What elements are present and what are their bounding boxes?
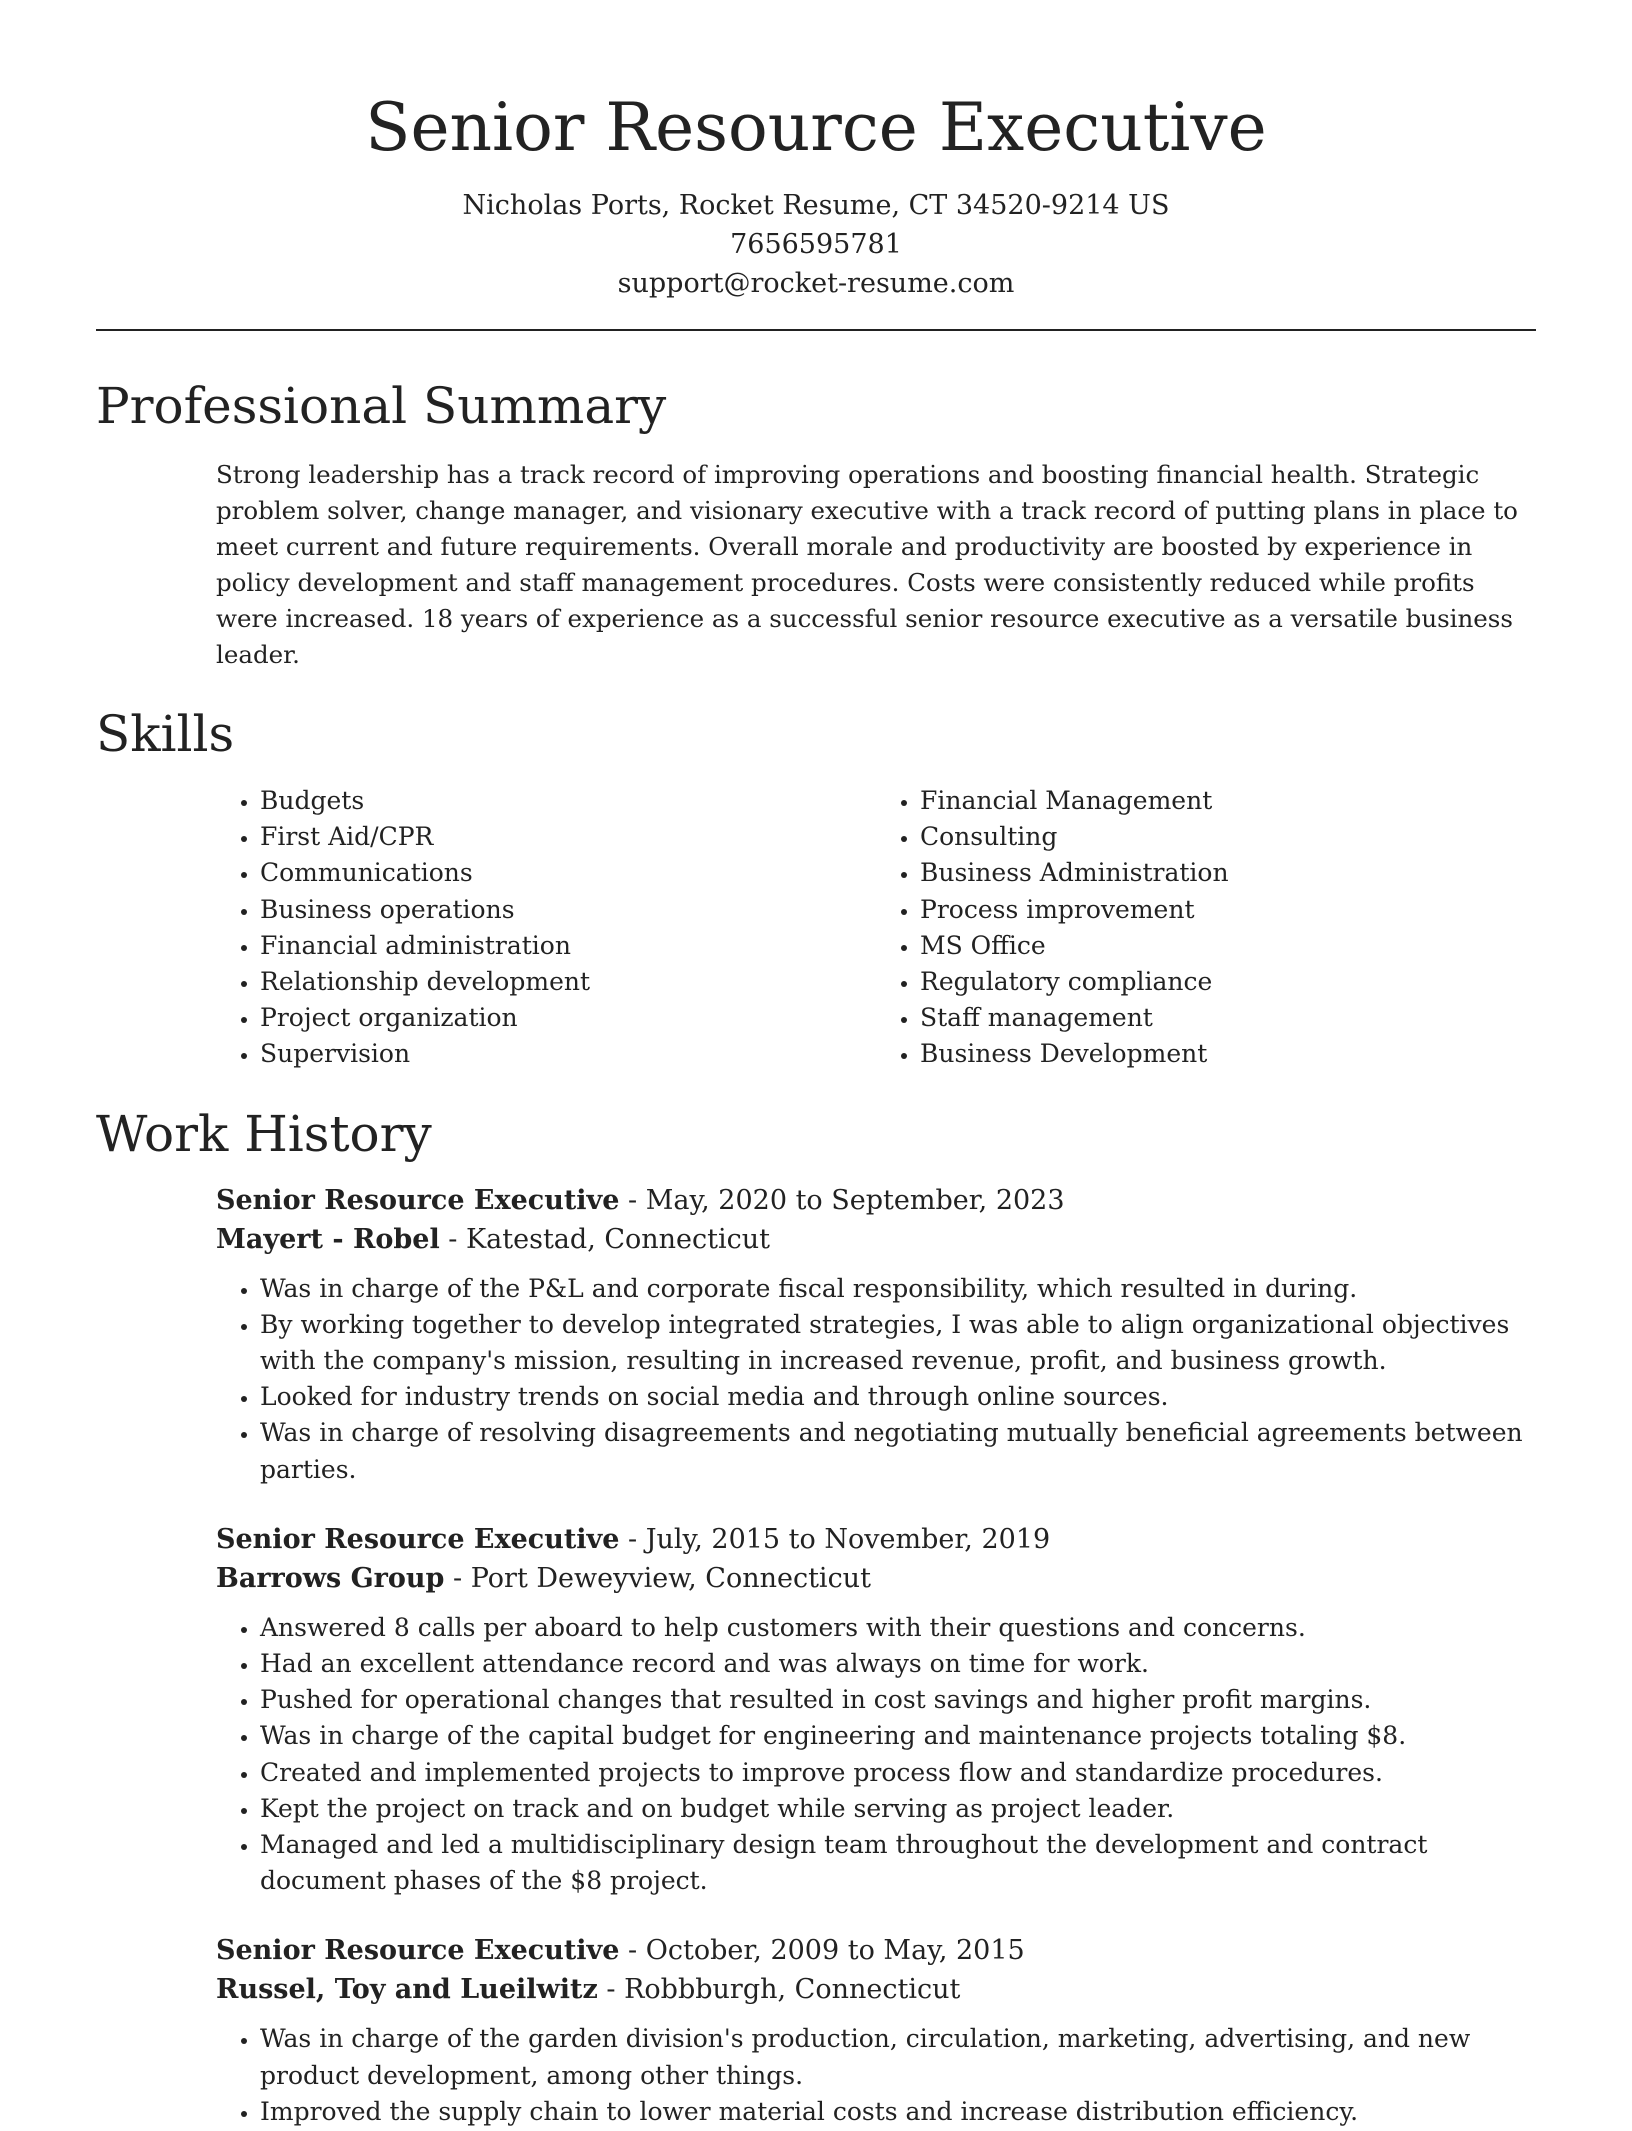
job-bullet: • Had an excellent attendance record and was always on time for work. xyxy=(260,1646,1536,1682)
job-dates: - October, 2009 to May, 2015 xyxy=(619,1935,1025,1967)
job-bullet: • Kept the project on track and on budget while serving as project leader. xyxy=(260,1791,1536,1827)
skill-item: • Financial Management xyxy=(920,783,1536,819)
job-company: Barrows Group xyxy=(216,1562,445,1594)
summary-text: Strong leadership has a track record of improving operations and boosting financial health. Strategic problem solver, change manager, and visionary executive with a track record of putting plans in place to meet current and future requirements. Overall morale and productivity are boosted by experience in policy development and staff management procedures. Costs were consistently reduced while profits were increased. 18 years of experience as a successful senior resource executive as a versatile business leader. xyxy=(216,460,1518,669)
header-divider xyxy=(96,329,1536,331)
skill-item: • Consulting xyxy=(920,819,1536,855)
skill-item: • Project organization xyxy=(260,1000,876,1036)
job-location: - Port Deweyview, Connecticut xyxy=(444,1562,871,1594)
job-bullet: • Managed and led a multidisciplinary design team throughout the development and contract document phases of the $8 project. xyxy=(260,1827,1536,1899)
job-entry xyxy=(216,1181,1536,1488)
job-company-line xyxy=(216,1220,1536,1259)
job-company-line xyxy=(216,1970,1536,2009)
skill-item: • First Aid/CPR xyxy=(260,819,876,855)
skills-heading: Skills xyxy=(96,705,235,763)
job-title-line xyxy=(216,1931,1536,1970)
job-bullet: • Improved the supply chain to lower material costs and increase distribution efficiency. xyxy=(260,2094,1536,2130)
work-history-heading: Work History xyxy=(96,1104,432,1163)
skill-item: • Budgets xyxy=(260,783,876,819)
job-entry xyxy=(216,1931,1536,2130)
job-bullets xyxy=(216,1271,1536,1488)
contact-info xyxy=(96,186,1536,303)
job-location: - Robbburgh, Connecticut xyxy=(597,1974,961,2006)
job-bullets xyxy=(216,1610,1536,1900)
job-bullet: • Was in charge of the garden division's production, circulation, marketing, advertising, and new product development, among other things. xyxy=(260,2021,1536,2093)
skill-item: • Communications xyxy=(260,855,876,891)
job-bullet: • Was in charge of the capital budget for engineering and maintenance projects totaling $8. xyxy=(260,1718,1536,1754)
job-company: Russel, Toy and Lueilwitz xyxy=(216,1974,598,2006)
skill-item: • Business operations xyxy=(260,892,876,928)
skill-item: • MS Office xyxy=(920,928,1536,964)
skill-item: • Regulatory compliance xyxy=(920,964,1536,1000)
job-title-line xyxy=(216,1520,1536,1559)
job-entry xyxy=(216,1520,1536,1900)
page-title: Senior Resource Executive xyxy=(365,89,1267,166)
job-dates: - July, 2015 to November, 2019 xyxy=(619,1523,1051,1555)
job-bullets xyxy=(216,2021,1536,2130)
skill-item: • Business Development xyxy=(920,1036,1536,1072)
skills-grid xyxy=(216,783,1536,1073)
resume-page xyxy=(96,0,1536,2130)
skill-item: • Process improvement xyxy=(920,892,1536,928)
skill-item: • Supervision xyxy=(260,1036,876,1072)
job-bullet: • Pushed for operational changes that resulted in cost savings and higher profit margins. xyxy=(260,1682,1536,1718)
job-company: Mayert - Robel xyxy=(216,1223,440,1255)
job-bullet: • Was in charge of the P&L and corporate fiscal responsibility, which resulted in during. xyxy=(260,1271,1536,1307)
job-bullet: • Created and implemented projects to improve process flow and standardize procedures. xyxy=(260,1755,1536,1791)
skills-column-right xyxy=(876,783,1536,1073)
email-line: support@rocket-resume.com xyxy=(617,268,1015,299)
resume-header xyxy=(96,0,1536,303)
skill-item: • Relationship development xyxy=(260,964,876,1000)
job-role: Senior Resource Executive xyxy=(216,1523,620,1555)
address-line: Nicholas Ports, Rocket Resume, CT 34520-9214 US xyxy=(462,190,1170,221)
job-location: - Katestad, Connecticut xyxy=(439,1223,770,1255)
job-bullet: • Looked for industry trends on social media and through online sources. xyxy=(260,1379,1536,1415)
job-role: Senior Resource Executive xyxy=(216,1184,620,1216)
job-title-line xyxy=(216,1181,1536,1220)
job-bullet: • Answered 8 calls per aboard to help customers with their questions and concerns. xyxy=(260,1610,1536,1646)
skill-item: • Financial administration xyxy=(260,928,876,964)
job-company-line xyxy=(216,1559,1536,1598)
phone-line: 7656595781 xyxy=(730,229,902,260)
skill-item: • Business Administration xyxy=(920,855,1536,891)
job-role: Senior Resource Executive xyxy=(216,1935,620,1967)
summary-heading: Professional Summary xyxy=(96,377,667,435)
skills-column-left xyxy=(216,783,876,1073)
job-bullet: • Was in charge of resolving disagreements and negotiating mutually beneficial agreements between parties. xyxy=(260,1415,1536,1487)
job-dates: - May, 2020 to September, 2023 xyxy=(619,1184,1065,1216)
job-bullet: • By working together to develop integrated strategies, I was able to align organizational objectives with the company's mission, resulting in increased revenue, profit, and business growth. xyxy=(260,1307,1536,1379)
skill-item: • Staff management xyxy=(920,1000,1536,1036)
